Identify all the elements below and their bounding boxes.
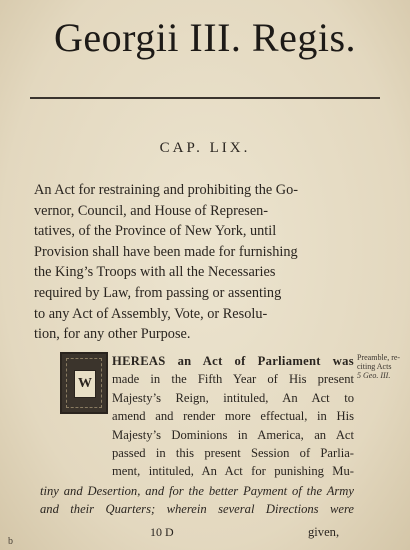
act-title-line: tatives, of the Province of New York, until: [34, 223, 277, 240]
act-title-line: Provision shall have been made for furnishing: [34, 243, 298, 260]
corner-mark: b: [8, 536, 13, 547]
signature-mark: 10 D: [150, 525, 174, 539]
margin-note-line: Preamble, re-: [357, 353, 401, 362]
preamble-line: HEREAS an Act of Parliament was: [112, 354, 354, 368]
preamble-line: ment, intituled, An Act for punishing Mu-: [112, 464, 354, 479]
act-title-line: to any Act of Assembly, Vote, or Resolu-: [34, 305, 268, 322]
act-title-line: tion, for any other Purpose.: [34, 326, 191, 343]
preamble-full-text: [40, 482, 354, 519]
preamble-line: amend and render more effectual, in His: [112, 409, 354, 424]
act-title-line: vernor, Council, and House of Represen-: [34, 202, 269, 219]
ornamental-drop-cap: [60, 352, 108, 414]
chapter-heading: CAP. LIX.: [159, 140, 251, 156]
margin-note-line: citing Acts: [357, 362, 392, 371]
header-rule: [30, 97, 380, 99]
preamble-line: made in the Fifth Year of His present: [112, 372, 354, 387]
margin-note-line: 5 Geo. III.: [357, 371, 391, 380]
act-title-line: An Act for restraining and prohibiting the Go-: [34, 182, 299, 198]
drop-cap-letter: W: [74, 370, 96, 398]
preamble-indented-text: [112, 352, 354, 481]
preamble-line: Majesty’s Dominions in America, an Act: [112, 427, 354, 442]
preamble-line: and their Quarters; wherein several Directions were: [40, 502, 354, 517]
act-title: [34, 180, 384, 345]
act-title-line: required by Law, from passing or assenting: [34, 284, 282, 301]
running-head: Georgii III. Regis.: [53, 15, 357, 60]
preamble-line: Majesty’s Reign, intituled, An Act to: [112, 390, 354, 405]
margin-note: [357, 353, 409, 380]
catchword: given,: [308, 525, 340, 539]
preamble-line: passed in this present Session of Parlia-: [112, 446, 354, 461]
act-title-line: the King’s Troops with all the Necessaries: [34, 264, 276, 281]
preamble-line: tiny and Desertion, and for the better Payment of the Army: [40, 484, 354, 498]
